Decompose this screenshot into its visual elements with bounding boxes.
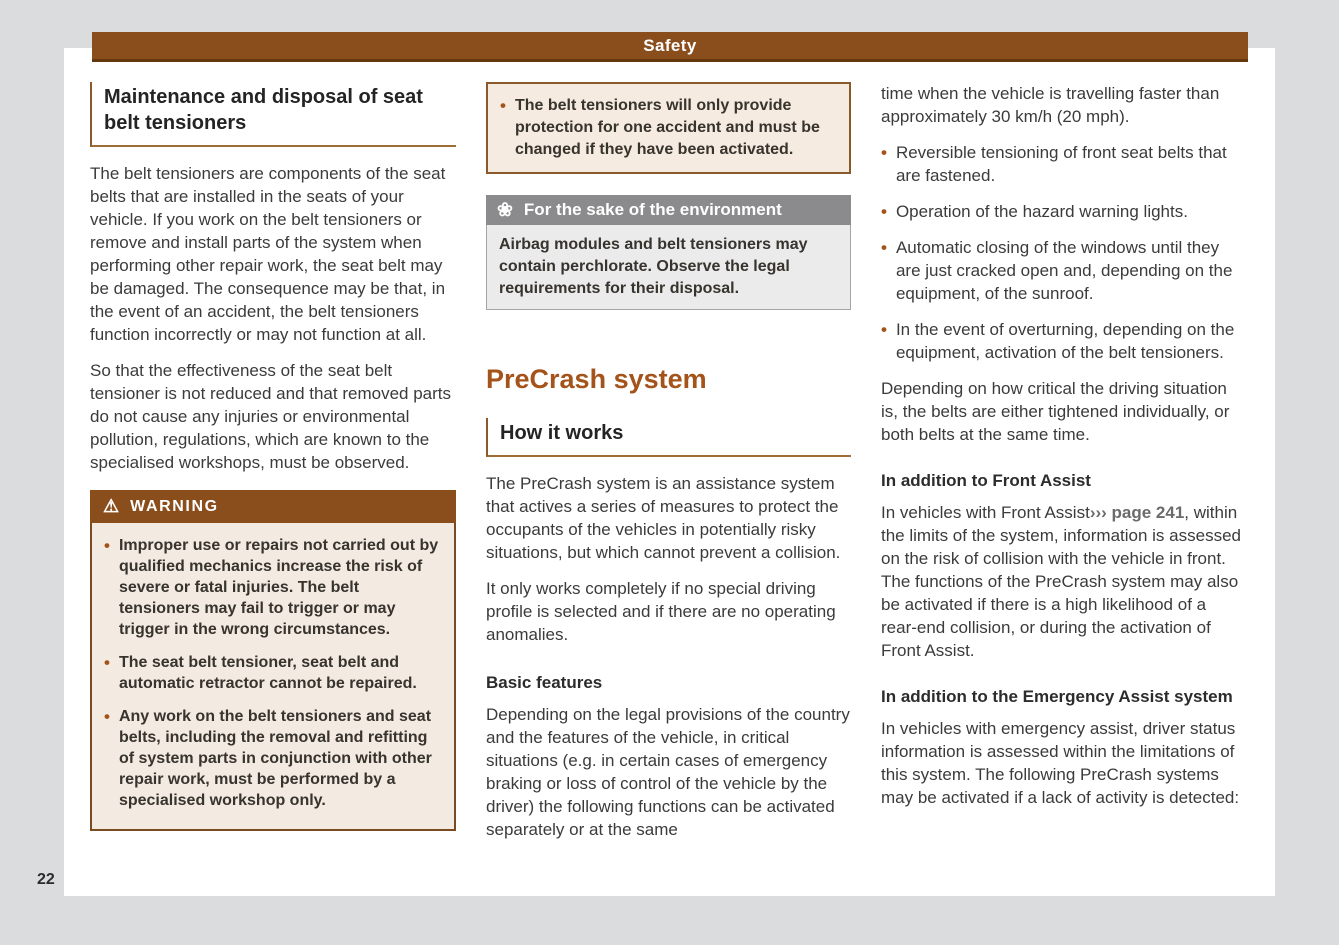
warning-box [90, 490, 456, 831]
page-241-link[interactable]: ››› page 241 [1089, 503, 1185, 522]
paragraph-belt-tensioners: The belt tensioners are components of the seat belts that are installed in the seats of your vehicle. If you work on the belt tensioners or remove and install parts of the system when performing other repair work, the seat belt may be damaged. The consequence may be that, in the event of an accident, the belt tensioners function incorrectly or may not function at all. [90, 164, 446, 344]
feature-item-text: In the event of overturning, depending on the equipment, activation of the belt tensioners. [895, 320, 1235, 362]
note-item [500, 95, 837, 161]
feature-item [881, 200, 1246, 223]
warning-item-text: Improper use or repairs not carried out by qualified mechanics increase the risk of severe or fatal injuries. The belt tensioners may fail to trigger or may trigger in the wrong circumstances. [118, 537, 439, 638]
paragraph-continuation: time when the vehicle is travelling faster than approximately 30 km/h (20 mph). [881, 84, 1220, 126]
feature-item [881, 141, 1246, 187]
warning-item-text: The seat belt tensioner, seat belt and automatic retractor cannot be repaired. [118, 654, 417, 692]
paragraph-emergency-assist: In vehicles with emergency assist, driver status information is assessed within the limitations of this system. The following PreCrash systems may be activated if a lack of activity is detected: [881, 719, 1240, 807]
feature-item [881, 236, 1246, 305]
bullet-icon: • [881, 202, 887, 221]
column-right [881, 82, 1246, 854]
feature-item-text: Reversible tensioning of front seat belts that are fastened. [895, 143, 1227, 185]
environment-box-body: Airbag modules and belt tensioners may contain perchlorate. Observe the legal requirements for their disposal. [486, 225, 851, 310]
paragraph-front-assist [881, 501, 1246, 662]
page-columns [90, 82, 1246, 854]
warning-item [104, 706, 442, 811]
manual-page-sheet [64, 48, 1275, 896]
column-left [90, 82, 456, 854]
note-item-text: The belt tensioners will only provide protection for one accident and must be changed if they have been activated. [514, 97, 820, 158]
paragraph-effectiveness: So that the effectiveness of the seat belt tensioner is not reduced and that removed parts do not cause any injuries or environmental pollution, regulations, which are known to the specialised workshops, must be observed. [90, 361, 451, 472]
front-assist-text-before: In vehicles with Front Assist [881, 503, 1090, 522]
feature-item-text: Operation of the hazard warning lights. [895, 202, 1188, 221]
feature-item-text: Automatic closing of the windows until they are just cracked open and, depending on the equipment, of the sunroof. [895, 238, 1233, 303]
feature-item [881, 318, 1246, 364]
paragraph-precrash-intro: The PreCrash system is an assistance system that actives a series of measures to protect the occupants of the vehicles in potentially risky situations, but which cannot prevent a collision. [486, 474, 841, 562]
warning-box-body [90, 523, 456, 831]
safety-banner [92, 32, 1248, 62]
warning-title: WARNING [130, 497, 219, 515]
subheading-front-assist: In addition to Front Assist [881, 471, 1091, 490]
warning-box-header [90, 490, 456, 523]
subheading-emergency-assist: In addition to the Emergency Assist system [881, 687, 1233, 706]
bullet-icon: • [881, 238, 887, 257]
bullet-icon: • [104, 653, 110, 672]
subheading-basic-features: Basic features [486, 673, 603, 692]
warning-item [104, 535, 442, 640]
front-assist-text-after: , within the limits of the system, information is assessed on the risk of collision with the vehicle in front. The functions of the PreCrash system may also be activated if there is a high likelihood of a rear-end collision, or during the activation of Front Assist. [881, 503, 1241, 660]
bullet-icon: • [104, 536, 110, 555]
paragraph-tightening: Depending on how critical the driving situation is, the belts are either tightened individually, or both belts at the same time. [881, 379, 1230, 444]
environment-box [486, 195, 851, 310]
paragraph-basic-features: Depending on the legal provisions of the country and the features of the vehicle, in critical situations (e.g. in certain cases of emergency braking or loss of control of the vehicle by the driver) the following functions can be activated separately or at the same [486, 705, 850, 839]
warning-item [104, 652, 442, 694]
section-heading-maintenance: Maintenance and disposal of seat belt tensioners [90, 82, 456, 147]
bullet-icon: • [104, 707, 110, 726]
bullet-icon: • [881, 143, 887, 162]
safety-banner-title: Safety [643, 35, 697, 55]
column-middle [486, 82, 851, 854]
warning-item-text: Any work on the belt tensioners and seat belts, including the removal and refitting of system parts in conjunction with other repair work, must be performed by a specialised workshop only. [118, 708, 432, 809]
section-heading-how-it-works: How it works [486, 418, 851, 457]
page-number: 22 [37, 871, 55, 888]
paragraph-precrash-profile: It only works completely if no special driving profile is selected and if there are no operating anomalies. [486, 579, 836, 644]
flower-icon: ❀ [497, 199, 513, 221]
environment-title: For the sake of the environment [523, 200, 782, 219]
bullet-icon: • [500, 96, 506, 115]
chapter-title-precrash: PreCrash system [486, 364, 707, 394]
note-box [486, 82, 851, 174]
warning-triangle-icon: ⚠ [103, 496, 120, 516]
environment-box-header [486, 195, 851, 225]
bullet-icon: • [881, 320, 887, 339]
